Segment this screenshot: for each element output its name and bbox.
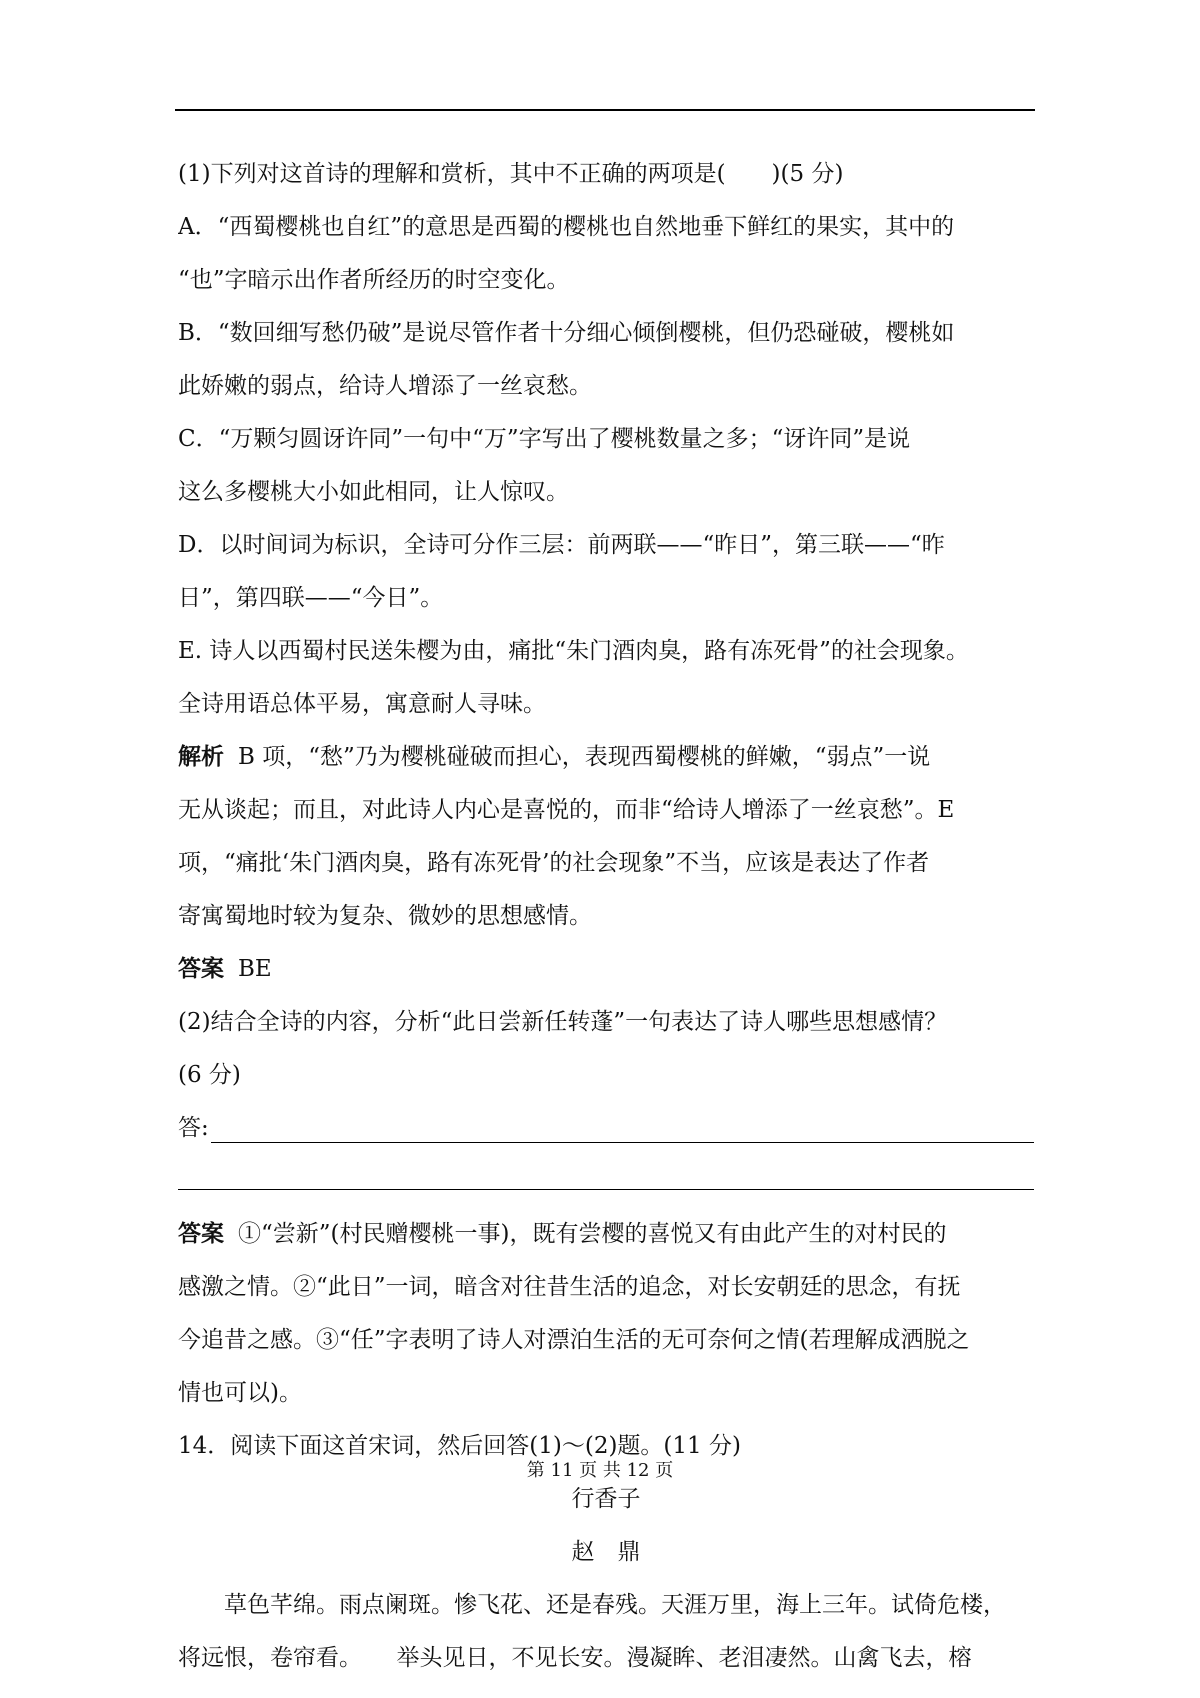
analysis-text-1: B 项，“愁”乃为樱桃碰破而担心，表现西蜀樱桃的鲜嫩，“弱点”一说	[238, 744, 931, 770]
q2-answer-label: 答案	[178, 1221, 224, 1247]
option-b-line-1: B．“数回细写愁仍破”是说尽管作者十分细心倾倒樱桃，但仍恐碰破，樱桃如	[178, 320, 955, 346]
q14-stem: 14．阅读下面这首宋词，然后回答(1)～(2)题。(11 分)	[178, 1433, 741, 1459]
q2-answer-line-1	[178, 1208, 1034, 1261]
option-a-line-1: A．“西蜀樱桃也自红”的意思是西蜀的樱桃也自然地垂下鲜红的果实，其中的	[178, 214, 955, 240]
option-c-line-1: C．“万颗匀圆讶许同”一句中“万”字写出了樱桃数量之多；“讶许同”是说	[178, 426, 911, 452]
poem-author: 赵 鼎	[571, 1539, 641, 1565]
q2-answer-prefix: 答:	[178, 1115, 209, 1141]
q2-stem-line-2: (6 分)	[178, 1062, 241, 1088]
q2-answer-line-3: 今追昔之感。③“任”字表明了诗人对漂泊生活的无可奈何之情(若理解成洒脱之	[178, 1327, 970, 1353]
q2-stem-line-1: (2)结合全诗的内容，分析“此日尝新任转蓬”一句表达了诗人哪些思想感情？	[178, 1009, 948, 1035]
option-e-line-1: E. 诗人以西蜀村民送朱樱为由，痛批“朱门酒肉臭，路有冻死骨”的社会现象。	[178, 638, 969, 664]
page-footer: 第 11 页 共 12 页	[526, 1460, 674, 1481]
option-a-line-2: “也”字暗示出作者所经历的时空变化。	[178, 267, 570, 293]
option-c-line-2: 这么多樱桃大小如此相同，让人惊叹。	[178, 479, 569, 505]
q2-answer-field[interactable]	[178, 1102, 1034, 1155]
option-d-line-2: 日”，第四联——“今日”。	[178, 585, 444, 611]
option-b-line-2: 此娇嫩的弱点，给诗人增添了一丝哀愁。	[178, 373, 592, 399]
q1-answer-value: BE	[238, 956, 272, 982]
option-d-line-1: D．以时间词为标识，全诗可分作三层：前两联——“昨日”，第三联——“昨	[178, 532, 945, 558]
q1-stem: (1)下列对这首诗的理解和赏析，其中不正确的两项是( )(5 分)	[178, 161, 844, 187]
analysis-line-3: 项，“痛批‘朱门酒肉臭，路有冻死骨’的社会现象”不当，应该是表达了作者	[178, 850, 930, 876]
q2-answer-field-2[interactable]	[178, 1155, 1034, 1208]
poem-title: 行香子	[571, 1486, 641, 1512]
poem-line-1: 草色芊绵。雨点阑斑。惨飞花、还是春残。天涯万里，海上三年。试倚危楼，	[224, 1592, 1006, 1618]
analysis-line-1	[178, 731, 1034, 784]
answer-blank-line	[211, 1142, 1034, 1143]
header-rule	[175, 109, 1035, 111]
q1-answer-label: 答案	[178, 956, 224, 982]
answer-blank-line	[178, 1189, 1034, 1190]
analysis-label: 解析	[178, 744, 224, 770]
option-e-line-2: 全诗用语总体平易，寓意耐人寻味。	[178, 691, 546, 717]
q2-answer-text-1: ①“尝新”(村民赠樱桃一事)，既有尝樱的喜悦又有由此产生的对村民的	[238, 1221, 947, 1247]
document-body	[178, 148, 1034, 1685]
q2-answer-line-4: 情也可以)。	[178, 1380, 302, 1406]
q1-answer	[178, 943, 1034, 996]
q2-answer-line-2: 感激之情。②“此日”一词，暗含对往昔生活的追念，对长安朝廷的思念，有抚	[178, 1274, 961, 1300]
analysis-line-2: 无从谈起；而且，对此诗人内心是喜悦的，而非“给诗人增添了一丝哀愁”。E	[178, 797, 955, 823]
analysis-line-4: 寄寓蜀地时较为复杂、微妙的思想感情。	[178, 903, 592, 929]
poem-line-2: 将远恨，卷帘看。 举头见日，不见长安。漫凝眸、老泪凄然。山禽飞去，榕	[178, 1645, 972, 1671]
